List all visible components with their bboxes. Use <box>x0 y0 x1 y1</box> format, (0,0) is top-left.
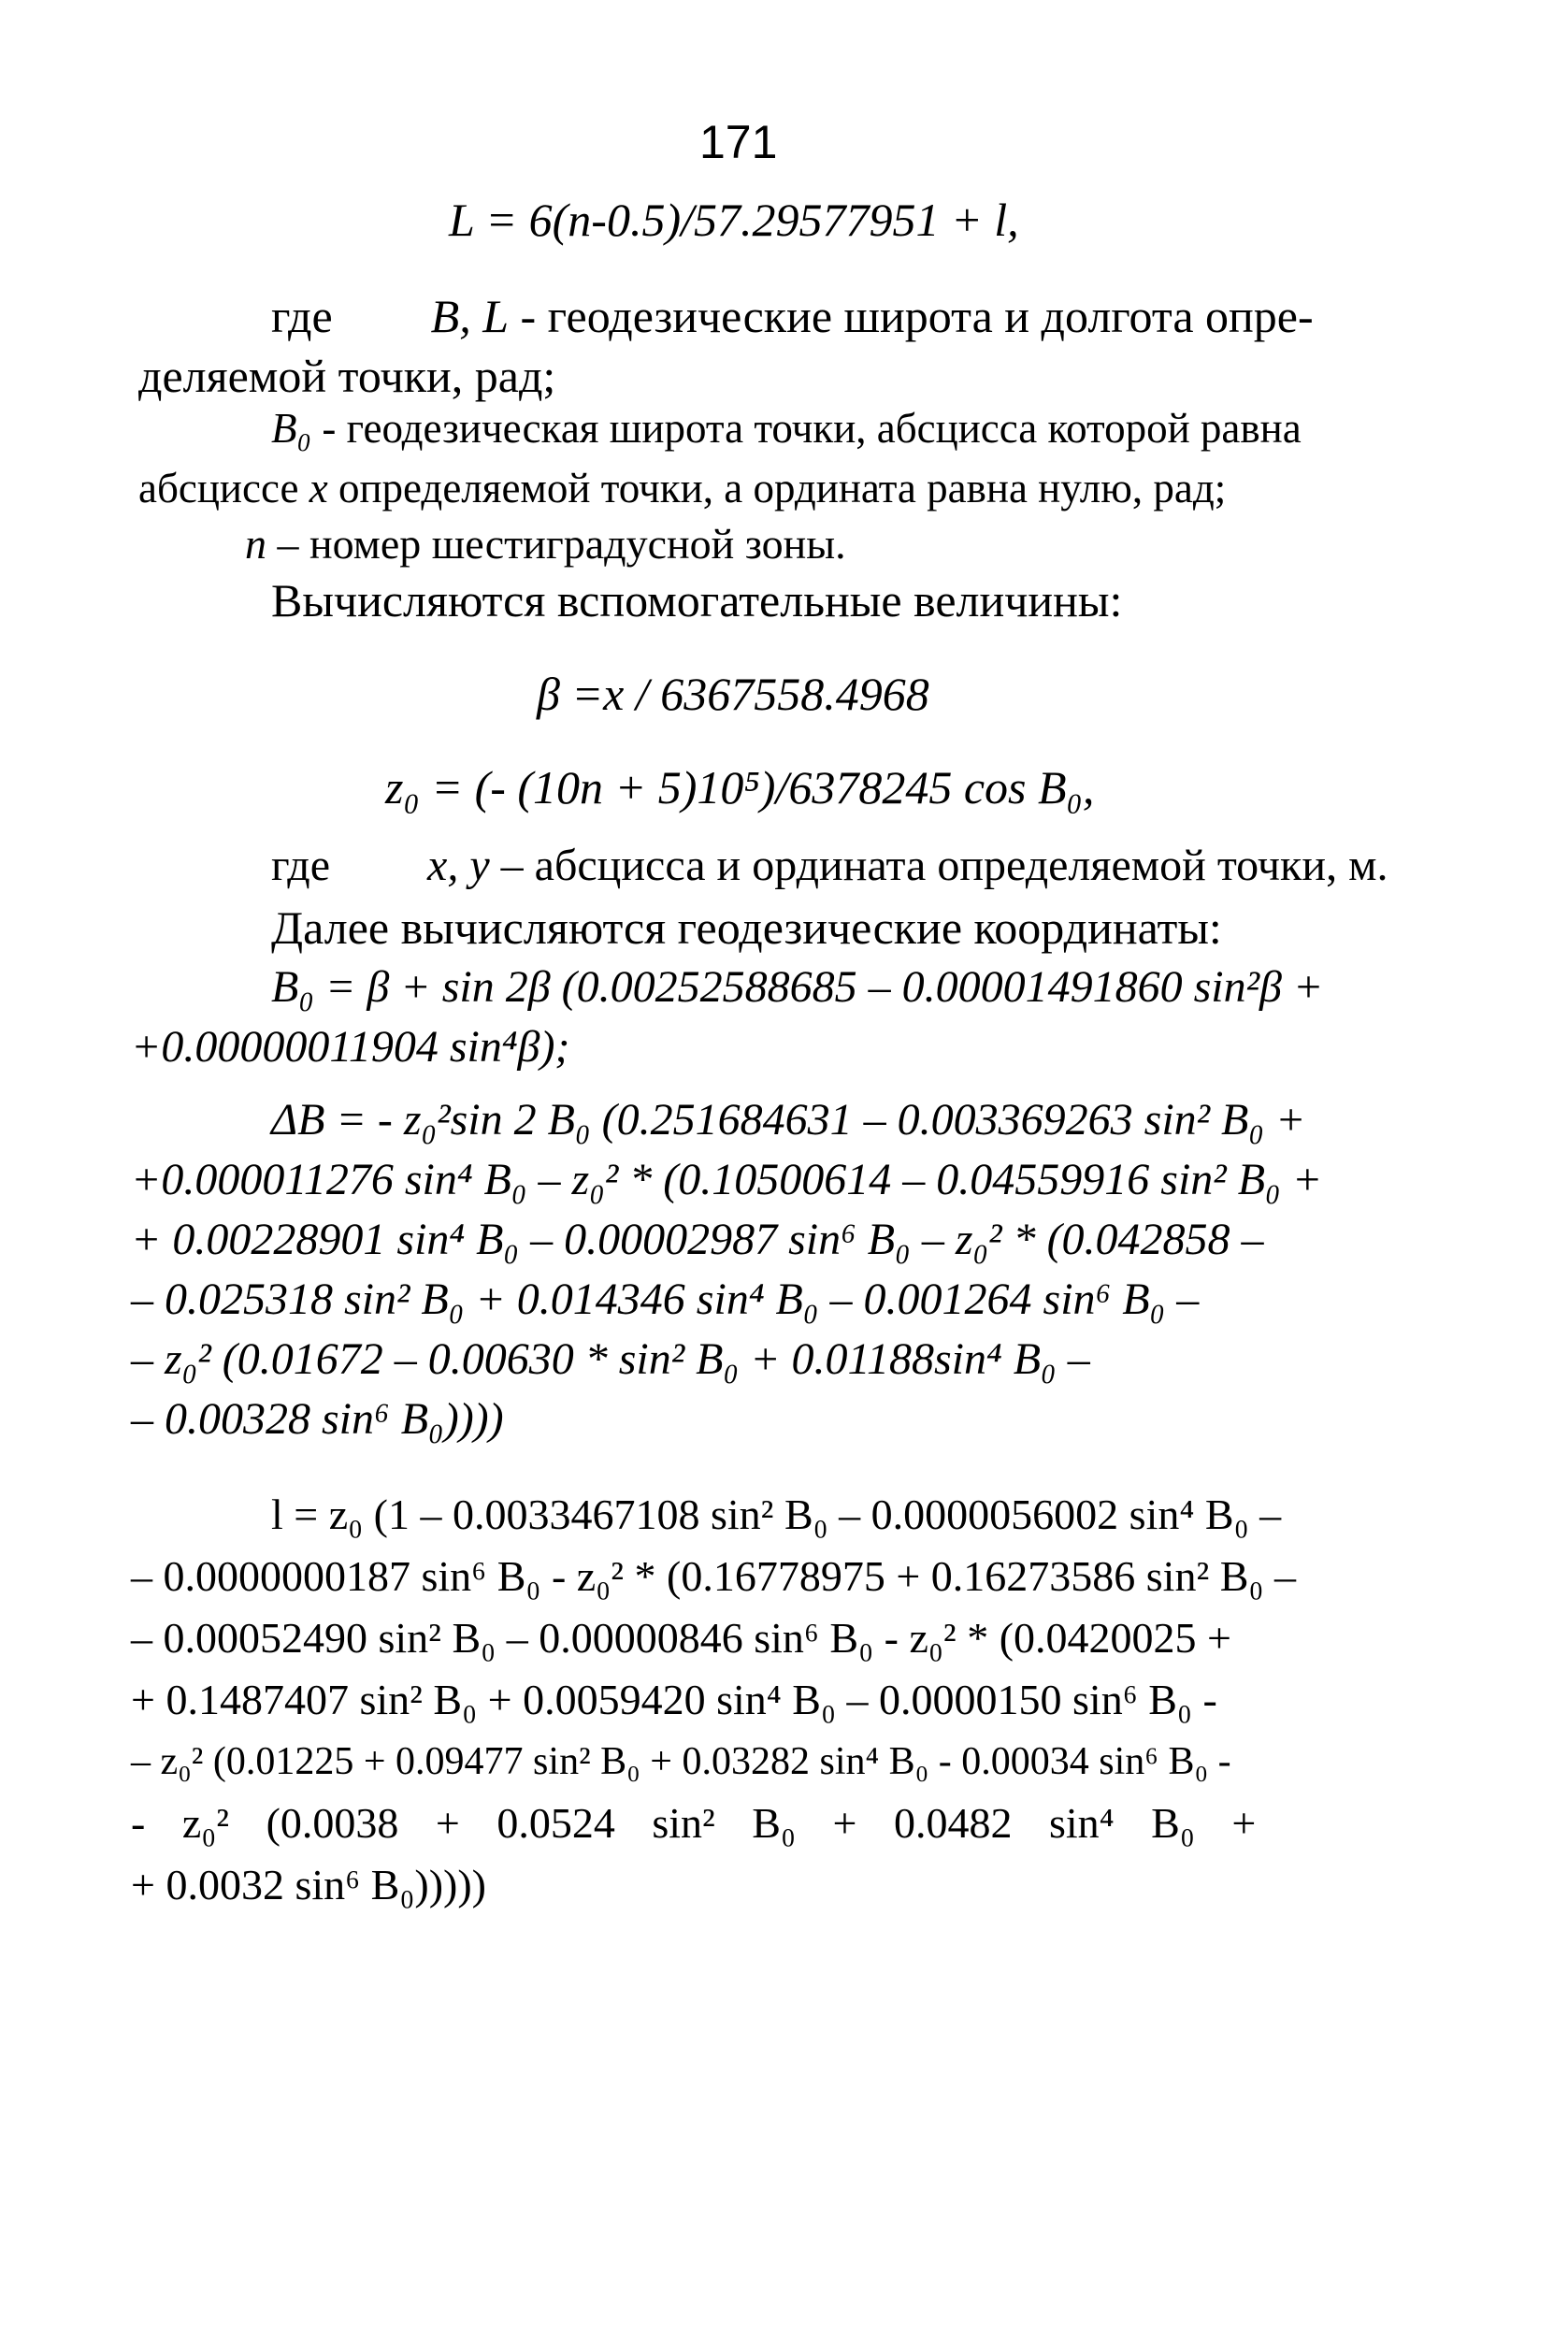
definition-symbol: B₀ <box>271 405 312 452</box>
definition-lead: где <box>271 841 331 890</box>
formula-l-line: – 0.0000000187 sin⁶ B₀ - z₀² * (0.16778975 + 0.16273586 sin² B₀ – <box>131 1552 1296 1600</box>
definition-B0-continued <box>138 460 1226 516</box>
definition-symbol: B, L <box>430 290 510 342</box>
formula-z0: z₀ = (- (10n + 5)10⁵)/6378245 cos B₀, <box>385 761 1095 814</box>
geodetic-heading: Далее вычисляются геодезические координаты: <box>271 901 1222 954</box>
formula-deltaB-line: – 0.025318 sin² B₀ + 0.014346 sin⁴ B₀ – 0.001264 sin⁶ B₀ – <box>131 1275 1200 1324</box>
definition-B0 <box>271 400 1302 456</box>
formula-B0-line: +0.00000011904 sin⁴β); <box>131 1022 570 1072</box>
formula-beta: β =x / 6367558.4968 <box>537 668 929 720</box>
formula-l-line: + 0.0032 sin⁶ B₀))))) <box>131 1861 486 1908</box>
definition-text: - геодезическая широта точки, абсцисса которой равна <box>311 405 1302 452</box>
definition-text: абсциссе <box>138 465 309 511</box>
definition-n <box>245 516 846 572</box>
formula-l-line: l = z₀ (1 – 0.0033467108 sin² B₀ – 0.0000056002 sin⁴ B₀ – <box>271 1491 1282 1538</box>
formula-l-line: – z₀² (0.01225 + 0.09477 sin² B₀ + 0.03282 sin⁴ B₀ - 0.00034 sin⁶ B₀ - <box>131 1740 1231 1783</box>
definition-x-y <box>271 838 1388 894</box>
formula-deltaB-line: – 0.00328 sin⁶ B₀)))) <box>131 1394 504 1444</box>
definition-text: - геодезические широта и долгота опре- <box>509 290 1314 342</box>
definition-symbol: x, y <box>427 841 490 890</box>
formula-B0-line: B₀ = β + sin 2β (0.00252588685 – 0.00001491860 sin²β + <box>271 962 1324 1012</box>
definition-symbol: n <box>245 520 266 568</box>
definition-text: определяемой точки, а ордината равна нулю, рад; <box>327 465 1227 511</box>
formula-deltaB-line: +0.000011276 sin⁴ B₀ – z₀² * (0.10500614 – 0.04559916 sin² B₀ + <box>131 1155 1323 1204</box>
formula-deltaB-line: ΔB = - z₀²sin 2 B₀ (0.251684631 – 0.003369263 sin² B₀ + <box>271 1095 1306 1145</box>
definition-text: – абсцисса и ордината определяемой точки, м. <box>489 841 1388 890</box>
definition-symbol: x <box>309 465 328 511</box>
formula-L: L = 6(n-0.5)/57.29577951 + l, <box>449 194 1019 246</box>
page-number: 171 <box>699 116 778 168</box>
auxiliary-heading: Вычисляются вспомогательные величины: <box>271 574 1123 626</box>
formula-l-line: – 0.00052490 sin² B₀ – 0.00000846 sin⁶ B₀ - z₀² * (0.0420025 + <box>131 1614 1231 1662</box>
definition-B-L <box>271 288 1314 344</box>
definition-B-L-continued: деляемой точки, рад; <box>138 350 556 402</box>
definition-lead: где <box>271 290 333 342</box>
formula-l-line: - z₀² (0.0038 + 0.0524 sin² B₀ + 0.0482 sin⁴ B₀ + <box>131 1799 1257 1847</box>
formula-deltaB-line: + 0.00228901 sin⁴ B₀ – 0.00002987 sin⁶ B₀ – z₀² * (0.042858 – <box>131 1215 1264 1264</box>
formula-l-line: + 0.1487407 sin² B₀ + 0.0059420 sin⁴ B₀ – 0.0000150 sin⁶ B₀ - <box>131 1676 1217 1723</box>
definition-text: – номер шестиградусной зоны. <box>266 520 846 568</box>
formula-deltaB-line: – z₀² (0.01672 – 0.00630 * sin² B₀ + 0.01188sin⁴ B₀ – <box>131 1334 1090 1384</box>
